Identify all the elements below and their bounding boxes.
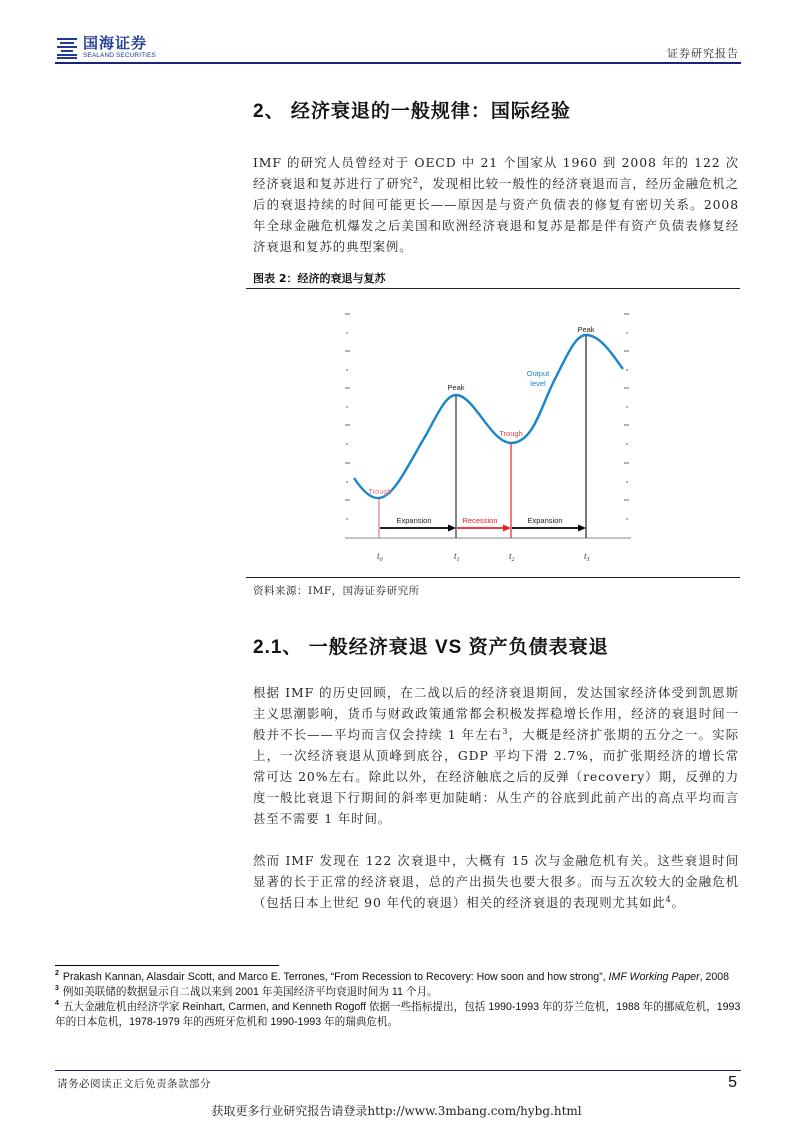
output-level-curve xyxy=(354,335,623,498)
left-axis-ticks xyxy=(345,314,350,519)
logo-english-name: SEALAND SECURITIES xyxy=(83,52,156,59)
peak-label-1: Peak xyxy=(447,383,465,392)
more-reports-link[interactable]: 获取更多行业研究报告请登录http://www.3mbang.com/hybg.html xyxy=(211,1104,582,1118)
footnote-ref-2[interactable]: 2 xyxy=(413,175,419,185)
footnote-3: $^3$ 例如美联储的数据显示自二战以来到 2001 年美国经济平均衰退时间为 11 个月。 xyxy=(55,985,438,998)
output-level-label-line1: Output xyxy=(526,369,550,378)
footnotes xyxy=(55,970,745,1030)
trough-label-1: Trough xyxy=(368,487,392,496)
phase-recession: Recession xyxy=(462,516,498,525)
arrow-right-icon xyxy=(503,525,511,532)
footnote-2: $^2$ Prakash Kannan, Alasdair Scott, and Marco E. Terrones, “From Recession to Recovery: How soon and how strong”, IMF Working Paper, 2008 xyxy=(55,970,730,983)
section-2-title: 2、 经济衰退的一般规律：国际经验 xyxy=(253,101,571,122)
footnote-ref-3[interactable]: 3 xyxy=(502,726,509,736)
arrow-right-icon xyxy=(448,525,456,532)
figure-title: 图表 2：经济的衰退与复苏 xyxy=(253,272,386,285)
peak-label-2: Peak xyxy=(577,325,595,334)
logo-chinese-name: 国海证券 xyxy=(83,34,148,52)
footer-rule xyxy=(55,1070,741,1071)
x-tick-t0: $t_0$ xyxy=(377,551,383,563)
arrow-right-icon xyxy=(578,525,586,532)
paragraph-text: 。 xyxy=(671,895,685,910)
recession-recovery-chart xyxy=(336,295,636,570)
figure-source: 资料来源：IMF，国海证券研究所 xyxy=(253,585,420,597)
figure-bottom-rule xyxy=(246,577,740,578)
paragraph-text: ，大概是经济扩张期的五分之一。实际上，一次经济衰退从顶峰到底谷，GDP 平均下滑 2.7%，而扩张期经济的增长常常可达 20%左右。除此以外，在经济触底之后的反弹（recovery）期，反弹的力度一般比衰退下行期间的斜率更加陡峭：从生产的谷底到此前产出的高点平均而言甚至不需要 1 年时间。 xyxy=(253,727,739,826)
disclaimer-note: 请务必阅读正文后免责条款部分 xyxy=(57,1078,211,1090)
right-axis-ticks xyxy=(624,314,629,519)
x-tick-t1: $t_1$ xyxy=(454,551,460,563)
output-level-label-line2: level xyxy=(530,379,546,388)
section-2-1-title: 2.1、 一般经济衰退 VS 资产负债表衰退 xyxy=(253,637,609,658)
phase-expansion-1: Expansion xyxy=(396,516,432,525)
section-2-1-paragraph-2 xyxy=(253,850,739,913)
paragraph-text: ，发现相比较一般性的经济衰退而言，经历金融危机之后的衰退持续的时间可能更长——原因是与资产负债表的修复有密切关系。2008 年全球金融危机爆发之后美国和欧洲经济衰退和复苏是都是伴有资产负债表修复经济衰退和复苏的典型案例。 xyxy=(253,176,739,254)
phase-expansion-2: Expansion xyxy=(527,516,563,525)
page-number: 5 xyxy=(728,1074,737,1091)
footnote-4: $^4$ 五大金融危机由经济学家 Reinhart, Carmen, and Kenneth Rogoff 依据一些指标提出，包括 1990-1993 年的芬兰危机，1988 年的挪威危机，1993 年的日本危机，1978-1979 年的西班牙危机和 1990-1993 年的瑞典危机。 xyxy=(55,1000,741,1028)
report-type-label: 证券研究报告 xyxy=(667,47,739,60)
company-logo xyxy=(57,36,156,60)
sealand-logo-icon xyxy=(57,37,77,59)
paragraph-text: 根据 IMF 的历史回顾，在二战以后的经济衰退期间，发达国家经济体受到凯恩斯主义思潮影响，货币与财政政策通常都会积极发挥稳增长作用，经济的衰退时间一般并不长——平均而言仅会持续 1 年左右 xyxy=(253,685,739,742)
figure-top-rule xyxy=(246,288,740,289)
footnote-separator xyxy=(55,965,279,966)
paragraph-text: 然而 IMF 发现在 122 次衰退中，大概有 15 次与金融危机有关。这些衰退时间显著的长于正常的经济衰退，总的产出损失也要大很多。而与五次较大的金融危机（包括日本上世纪 90 年代的衰退）相关的经济衰退的表现则尤其如此 xyxy=(253,853,739,910)
page-header xyxy=(55,32,741,64)
paragraph-text: IMF 的研究人员曾经对于 OECD 中 21 个国家从 1960 到 2008 年的 122 次经济衰退和复苏进行了研究 xyxy=(253,155,739,191)
trough-label-2: Trough xyxy=(499,429,523,438)
footnote-ref-4[interactable]: 4 xyxy=(665,894,672,904)
section-2-1-paragraph-1 xyxy=(253,682,739,829)
section-2-paragraph xyxy=(253,152,739,257)
x-tick-t2: $t_2$ xyxy=(509,551,515,563)
x-tick-t3: $t_3$ xyxy=(584,551,590,563)
